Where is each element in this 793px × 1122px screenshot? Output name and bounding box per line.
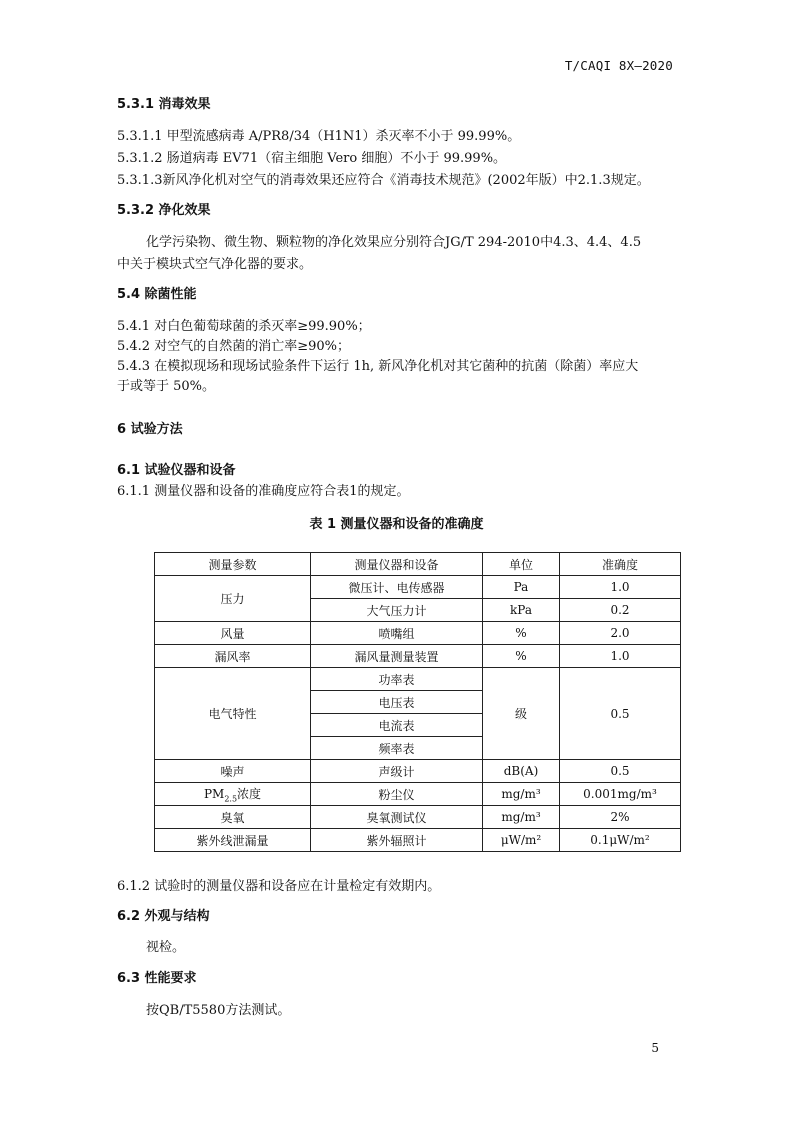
accuracy-cell: 0.2 <box>560 599 681 622</box>
table-row <box>155 645 681 668</box>
accuracy-cell: 1.0 <box>560 645 681 668</box>
clause-5-3-1-2: 5.3.1.2 肠道病毒 EV71（宿主细胞 Vero 细胞）不小于 99.99%。 <box>117 151 507 166</box>
instrument-cell: 粉尘仪 <box>311 783 483 806</box>
table-header-row <box>155 553 681 576</box>
section-5-3-1-title: 5.3.1 消毒效果 <box>117 97 211 112</box>
page-number: 5 <box>651 1041 659 1055</box>
instrument-cell: 电流表 <box>311 714 483 737</box>
pm-label: PM <box>203 786 225 801</box>
param-cell: 噪声 <box>155 760 311 783</box>
accuracy-cell: 2.0 <box>560 622 681 645</box>
section-6-2-title: 6.2 外观与结构 <box>117 909 210 924</box>
instrument-cell: 功率表 <box>311 668 483 691</box>
accuracy-table <box>154 552 681 852</box>
unit-cell: % <box>483 622 560 645</box>
instrument-cell: 漏风量测量装置 <box>311 645 483 668</box>
table-row <box>155 622 681 645</box>
unit-cell: % <box>483 645 560 668</box>
unit-cell: mg/m³ <box>483 783 560 806</box>
param-cell: 漏风率 <box>155 645 311 668</box>
table-row <box>155 668 681 691</box>
accuracy-cell: 0.1μW/m² <box>560 829 681 852</box>
unit-cell: kPa <box>483 599 560 622</box>
unit-cell: mg/m³ <box>483 806 560 829</box>
unit-cell: Pa <box>483 576 560 599</box>
header-cell: 测量仪器和设备 <box>311 553 483 576</box>
clause-6-1-2: 6.1.2 试验时的测量仪器和设备应在计量检定有效期内。 <box>117 879 441 894</box>
param-cell: 紫外线泄漏量 <box>155 829 311 852</box>
table-row <box>155 829 681 852</box>
section-5-4-title: 5.4 除菌性能 <box>117 287 197 302</box>
unit-cell: μW/m² <box>483 829 560 852</box>
instrument-cell: 声级计 <box>311 760 483 783</box>
accuracy-cell: 0.5 <box>560 760 681 783</box>
clause-5-3-1-3: 5.3.1.3新风净化机对空气的消毒效果还应符合《消毒技术规范》(2002年版）中2.1.3规定。 <box>117 173 650 188</box>
instrument-cell: 臭氧测试仪 <box>311 806 483 829</box>
clause-5-3-2-line1: 化学污染物、微生物、颗粒物的净化效果应分别符合JG/T 294-2010中4.3、4.4、4.5 <box>146 235 642 250</box>
section-6-3-body: 按QB/T5580方法测试。 <box>146 1003 291 1018</box>
param-cell: 电气特性 <box>155 668 311 760</box>
table-row <box>155 806 681 829</box>
clause-5-4-2: 5.4.2 对空气的自然菌的消亡率≥90%； <box>117 339 350 354</box>
param-cell: 压力 <box>155 576 311 622</box>
document-id: T/CAQI 8X—2020 <box>564 58 673 73</box>
section-6-2-body: 视检。 <box>146 940 186 955</box>
header-cell: 测量参数 <box>155 553 311 576</box>
clause-5-4-3-line2: 于或等于 50%。 <box>117 379 216 394</box>
header-cell: 准确度 <box>560 553 681 576</box>
table-row <box>155 783 681 806</box>
table-caption: 表 1 测量仪器和设备的准确度 <box>309 517 484 532</box>
section-6-1-title: 6.1 试验仪器和设备 <box>117 463 236 478</box>
clause-5-4-1: 5.4.1 对白色葡萄球菌的杀灭率≥99.90%； <box>117 319 371 334</box>
accuracy-cell: 1.0 <box>560 576 681 599</box>
header-cell: 单位 <box>483 553 560 576</box>
instrument-cell: 大气压力计 <box>311 599 483 622</box>
instrument-cell: 喷嘴组 <box>311 622 483 645</box>
unit-cell: 级 <box>483 668 560 760</box>
pm-label-tail: 浓度 <box>237 786 262 801</box>
param-cell: 臭氧 <box>155 806 311 829</box>
section-6-3-title: 6.3 性能要求 <box>117 971 197 986</box>
unit-cell: dB(A) <box>483 760 560 783</box>
pm-subscript: 2.5 <box>224 794 238 804</box>
clause-5-4-3-line1: 5.4.3 在模拟现场和现场试验条件下运行 1h, 新风净化机对其它菌种的抗菌（除菌）率应大 <box>117 359 639 374</box>
section-5-3-2-title: 5.3.2 净化效果 <box>117 203 211 218</box>
instrument-cell: 微压计、电传感器 <box>311 576 483 599</box>
table-row <box>155 760 681 783</box>
accuracy-cell: 0.5 <box>560 668 681 760</box>
chapter-6-title: 6 试验方法 <box>117 422 183 437</box>
accuracy-cell: 2% <box>560 806 681 829</box>
instrument-cell: 紫外辐照计 <box>311 829 483 852</box>
accuracy-cell: 0.001mg/m³ <box>560 783 681 806</box>
clause-5-3-1-1: 5.3.1.1 甲型流感病毒 A/PR8/34（H1N1）杀灭率不小于 99.99%。 <box>117 129 521 144</box>
clause-6-1-1: 6.1.1 测量仪器和设备的准确度应符合表1的规定。 <box>117 484 410 499</box>
instrument-cell: 频率表 <box>311 737 483 760</box>
instrument-cell: 电压表 <box>311 691 483 714</box>
clause-5-3-2-line2: 中关于模块式空气净化器的要求。 <box>117 257 313 272</box>
table-row <box>155 576 681 599</box>
param-cell: 风量 <box>155 622 311 645</box>
param-cell <box>155 783 311 806</box>
